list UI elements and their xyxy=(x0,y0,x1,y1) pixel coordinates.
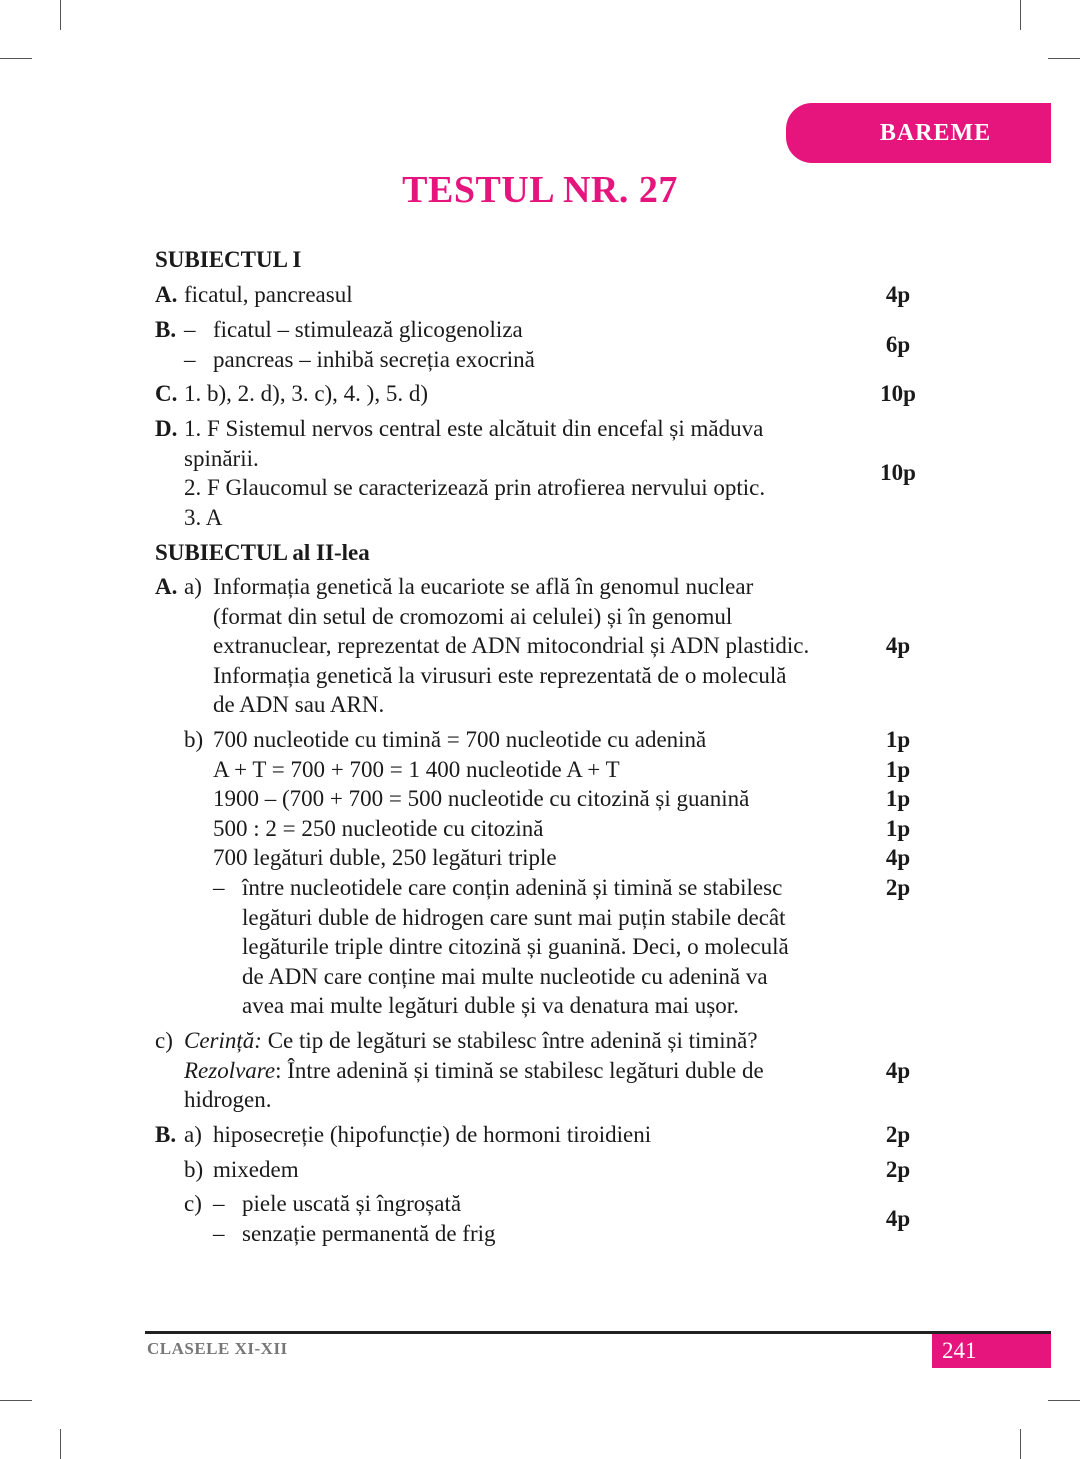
answer-text: A + T = 700 + 700 = 1 400 nucleotide A + T xyxy=(213,757,620,782)
dash: – xyxy=(213,1221,225,1246)
answer-text: 500 : 2 = 250 nucleotide cu citozină xyxy=(213,816,544,841)
answer-text: Informația genetică la virusuri este reprezentată de o moleculă xyxy=(213,663,787,688)
resolution-text: : Între adenină și timină se stabilesc legături duble de xyxy=(275,1058,764,1083)
page-title: TESTUL NR. 27 xyxy=(402,169,678,211)
answer-text: piele uscată și îngroșată xyxy=(242,1191,462,1216)
answer-text: pancreas – inhibă secreția exocrină xyxy=(213,347,535,372)
answer-text: hidrogen. xyxy=(184,1087,272,1112)
resolution-label: Rezolvare xyxy=(184,1058,276,1083)
dash: – xyxy=(184,317,196,342)
answer-text: ficatul – stimulează glicogenoliza xyxy=(213,317,523,342)
answer-text: ficatul, pancreasul xyxy=(184,282,353,307)
subitem-label: c) xyxy=(155,1028,173,1053)
answer-text: extranuclear, reprezentat de ADN mitocondrial și ADN plastidic. xyxy=(213,633,810,658)
item-label: B. xyxy=(155,317,177,342)
points: 1p xyxy=(885,816,911,841)
answer-text: senzație permanentă de frig xyxy=(242,1221,496,1246)
dash: – xyxy=(184,347,196,372)
answer-text: 700 nucleotide cu timină = 700 nucleotide cu adenină xyxy=(213,727,707,752)
page-number: 241 xyxy=(932,1334,1051,1368)
points: 4p xyxy=(885,1058,911,1083)
crop-mark xyxy=(0,1400,32,1401)
dash: – xyxy=(213,1191,225,1216)
answer-text: 3. A xyxy=(184,505,223,530)
answer-text: mixedem xyxy=(213,1157,299,1182)
item-label: B. xyxy=(155,1122,177,1147)
answer-text: 1. F Sistemul nervos central este alcătuit din encefal și măduva xyxy=(184,416,764,441)
section-tab: BAREME xyxy=(786,103,1051,163)
dash: – xyxy=(213,875,225,900)
points: 4p xyxy=(885,282,911,307)
crop-mark xyxy=(1048,58,1080,59)
answer-text: legături duble de hidrogen care sunt mai puțin stabile decât xyxy=(242,905,786,930)
crop-mark xyxy=(60,1429,61,1459)
subitem-label: a) xyxy=(184,1122,202,1147)
answer-text: 700 legături duble, 250 legături triple xyxy=(213,845,557,870)
points: 2p xyxy=(885,1157,911,1182)
crop-mark xyxy=(1048,1400,1080,1401)
section-heading: SUBIECTUL al II-lea xyxy=(155,540,370,565)
subitem-label: a) xyxy=(184,574,202,599)
points: 10p xyxy=(880,460,916,485)
requirement-line xyxy=(184,1026,758,1056)
item-label: A. xyxy=(155,282,178,307)
crop-mark xyxy=(1020,0,1021,30)
answer-text: de ADN care conține mai multe nucleotide cu adenină va xyxy=(242,964,768,989)
points: 4p xyxy=(885,1206,911,1231)
points: 2p xyxy=(885,1122,911,1147)
requirement-text: Ce tip de legături se stabilesc între adenină și timină? xyxy=(261,1028,758,1053)
points: 4p xyxy=(885,633,911,658)
resolution-line xyxy=(184,1056,764,1086)
answer-text: 2. F Glaucomul se caracterizează prin atrofierea nervului optic. xyxy=(184,475,766,500)
answer-text: între nucleotidele care conțin adenină și timină se stabilesc xyxy=(242,875,783,900)
answer-text: avea mai multe legături duble și va denatura mai ușor. xyxy=(242,993,739,1018)
footer-rule xyxy=(145,1331,1051,1334)
subitem-label: b) xyxy=(184,1157,204,1182)
points: 1p xyxy=(885,757,911,782)
points: 2p xyxy=(885,875,911,900)
item-label: A. xyxy=(155,574,178,599)
footer-label: CLASELE XI-XII xyxy=(147,1339,288,1358)
answer-text: (format din setul de cromozomi ai celulei) și în genomul xyxy=(213,604,733,629)
answer-text: 1. b), 2. d), 3. c), 4. ), 5. d) xyxy=(184,381,429,406)
section-heading: SUBIECTUL I xyxy=(155,247,302,272)
answer-text: spinării. xyxy=(184,446,259,471)
item-label: D. xyxy=(155,416,178,441)
item-label: C. xyxy=(155,381,178,406)
answer-text: 1900 – (700 + 700 = 500 nucleotide cu citozină și guanină xyxy=(213,786,750,811)
answer-text: Informația genetică la eucariote se află în genomul nuclear xyxy=(213,574,754,599)
requirement-label: Cerință: xyxy=(184,1028,262,1053)
answer-text: legăturile triple dintre citozină și guanină. Deci, o moleculă xyxy=(242,934,789,959)
subitem-label: b) xyxy=(184,727,204,752)
points: 4p xyxy=(885,845,911,870)
points: 10p xyxy=(880,381,916,406)
crop-mark xyxy=(60,0,61,30)
crop-mark xyxy=(1020,1429,1021,1459)
points: 1p xyxy=(885,786,911,811)
points: 6p xyxy=(885,332,911,357)
points: 1p xyxy=(885,727,911,752)
subitem-label: c) xyxy=(184,1191,202,1216)
answer-text: hiposecreție (hipofuncție) de hormoni tiroidieni xyxy=(213,1122,652,1147)
answer-text: de ADN sau ARN. xyxy=(213,692,385,717)
crop-mark xyxy=(0,58,32,59)
